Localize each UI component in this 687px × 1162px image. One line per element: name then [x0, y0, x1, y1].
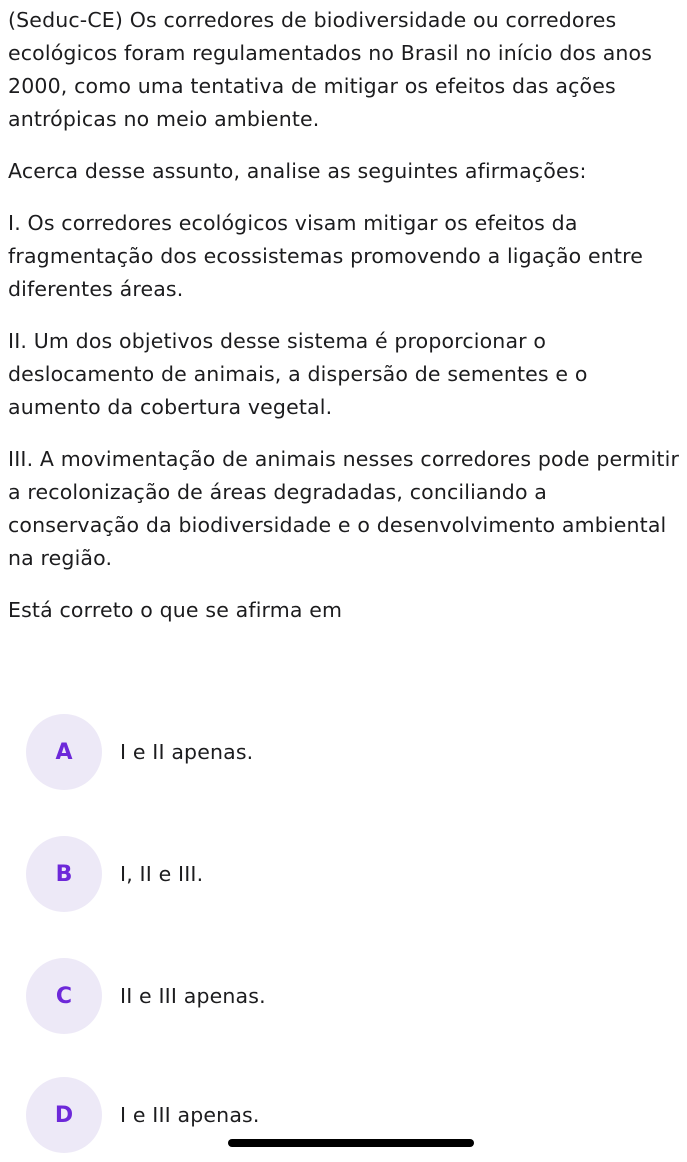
option-letter: C — [26, 958, 102, 1034]
option-b[interactable] — [26, 836, 626, 912]
question-prompt: Acerca desse assunto, analise as seguintes afirmações: — [8, 159, 587, 183]
statement-2: II. Um dos objetivos desse sistema é proporcionar o deslocamento de animais, a dispersão de sementes e o aumento da cobertura vegetal. — [8, 329, 588, 419]
question-closing: Está correto o que se afirma em — [8, 598, 343, 622]
option-text: I e II apenas. — [120, 740, 254, 764]
option-a[interactable] — [26, 714, 626, 790]
option-text: I, II e III. — [120, 862, 204, 886]
option-c[interactable] — [26, 958, 626, 1034]
option-text: I e III apenas. — [120, 1103, 260, 1127]
option-letter: B — [26, 836, 102, 912]
option-letter: D — [26, 1077, 102, 1153]
option-text: II e III apenas. — [120, 984, 266, 1008]
statement-3: III. A movimentação de animais nesses corredores pode permitir a recolonização de áreas degradadas, conciliando a conservação da biodiversidade e o desenvolvimento ambiental na região. — [8, 447, 680, 570]
option-letter: A — [26, 714, 102, 790]
home-indicator[interactable] — [228, 1139, 474, 1147]
statement-1: I. Os corredores ecológicos visam mitigar os efeitos da fragmentação dos ecossistemas promovendo a ligação entre diferentes áreas. — [8, 211, 644, 301]
question-intro: (Seduc-CE) Os corredores de biodiversidade ou corredores ecológicos foram regulamentados no Brasil no início dos anos 2000, como uma tentativa de mitigar os efeitos das ações antrópicas no meio ambiente. — [8, 8, 653, 131]
